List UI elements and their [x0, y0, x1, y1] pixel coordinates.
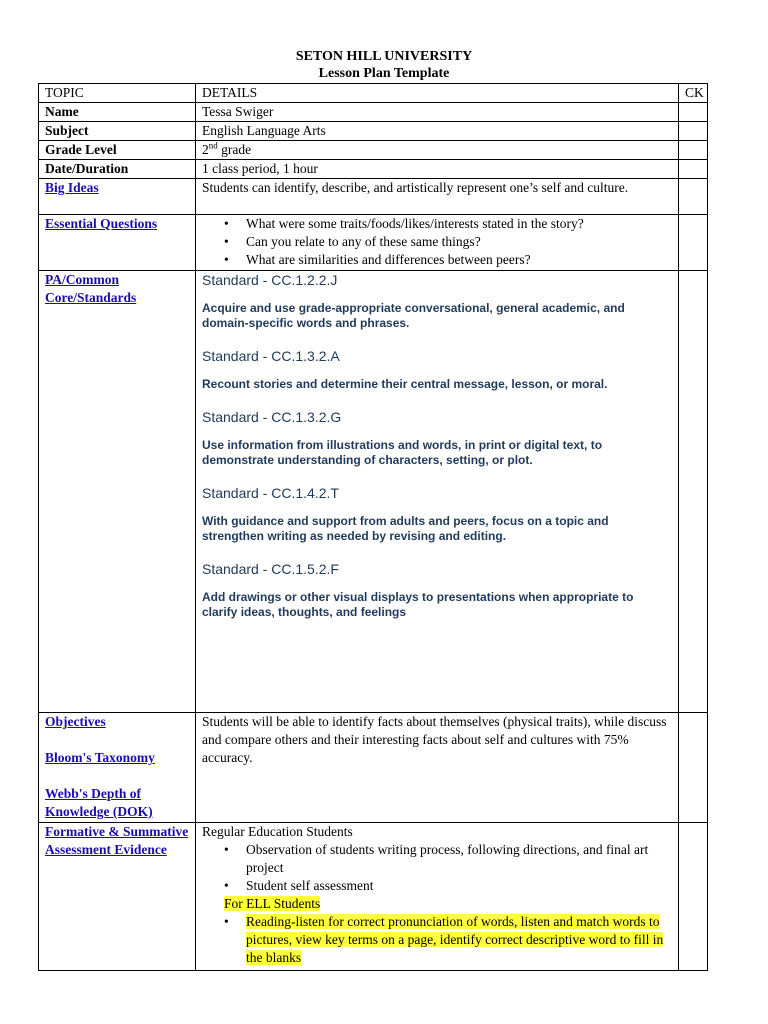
value-subject: English Language Arts	[196, 122, 679, 141]
value-name: Tessa Swiger	[196, 103, 679, 122]
table-row	[39, 215, 708, 271]
table-header-row	[39, 84, 708, 103]
grade-suffix: nd	[208, 140, 218, 151]
list-item: • Can you relate to any of these same things?	[246, 233, 672, 251]
ck-cell	[679, 160, 708, 179]
ck-cell	[679, 179, 708, 215]
ell-heading-wrap	[202, 895, 672, 913]
list-item	[246, 913, 672, 967]
standard-title: Standard - CC.1.4.2.T	[202, 485, 339, 501]
value-objectives: Students will be able to identify facts about themselves (physical traits), while discuss and compare others and their interesting facts about self and cultures with 75% accuracy.	[196, 713, 679, 823]
label-name: Name	[39, 103, 196, 122]
grade-number: 2	[202, 142, 209, 157]
standard-text: Recount stories and determine their central message, lesson, or moral.	[202, 377, 608, 391]
standard-text: Acquire and use grade-appropriate conversational, general academic, and domain-specific words and phrases.	[202, 301, 625, 330]
label-big-ideas-cell	[39, 179, 196, 215]
table-row	[39, 823, 708, 971]
regular-students-heading: Regular Education Students	[202, 824, 353, 839]
assessment-evidence-link[interactable]: Formative & Summative Assessment Evidence	[45, 824, 189, 857]
table-row	[39, 160, 708, 179]
highlighted-text: Reading-listen for correct pronunciation of words, listen and match words to pictures, view key terms on a page, identify correct descriptive word to fill in the blanks	[246, 914, 664, 965]
ck-cell	[679, 823, 708, 971]
table-row	[39, 713, 708, 823]
ck-cell	[679, 141, 708, 160]
ck-cell	[679, 122, 708, 141]
objectives-link[interactable]: Objectives	[45, 714, 106, 729]
label-objectives-cell	[39, 713, 196, 823]
page-title: SETON HILL UNIVERSITY	[295, 49, 473, 64]
blooms-taxonomy-link[interactable]: Bloom's Taxonomy	[45, 750, 155, 765]
table-row	[39, 271, 708, 713]
label-assessment-cell	[39, 823, 196, 971]
list-item: • What are similarities and differences between peers?	[246, 251, 672, 269]
value-standards	[196, 271, 679, 713]
standard-text: Use information from illustrations and words, in print or digital text, to demonstrate understanding of characters, setting, or plot.	[202, 438, 603, 467]
ck-cell	[679, 103, 708, 122]
value-big-ideas: Students can identify, describe, and artistically represent one’s self and culture.	[196, 179, 679, 215]
big-ideas-link[interactable]: Big Ideas	[45, 180, 99, 195]
table-row	[39, 141, 708, 160]
label-date: Date/Duration	[39, 160, 196, 179]
value-date: 1 class period, 1 hour	[196, 160, 679, 179]
standard-text: With guidance and support from adults and peers, focus on a topic and strengthen writing as needed by revising and editing.	[202, 514, 609, 543]
table-row	[39, 179, 708, 215]
essential-questions-link[interactable]: Essential Questions	[45, 216, 158, 231]
lesson-plan-table	[38, 83, 708, 971]
ck-cell	[679, 271, 708, 713]
table-row	[39, 122, 708, 141]
page-subtitle: Lesson Plan Template	[318, 66, 450, 81]
list-item: • What were some traits/foods/likes/interests stated in the story?	[246, 215, 672, 233]
standard-title: Standard - CC.1.3.2.G	[202, 409, 342, 425]
header-topic: TOPIC	[39, 84, 196, 103]
header-details: DETAILS	[196, 84, 679, 103]
label-essential-cell	[39, 215, 196, 271]
essential-questions-list	[202, 215, 672, 269]
label-subject: Subject	[39, 122, 196, 141]
ck-cell	[679, 713, 708, 823]
standard-title: Standard - CC.1.5.2.F	[202, 561, 339, 577]
webbs-dok-link[interactable]: Webb's Depth of Knowledge (DOK)	[45, 786, 153, 819]
standard-title: Standard - CC.1.3.2.A	[202, 348, 340, 364]
regular-assessment-list	[202, 841, 672, 895]
list-item: • Observation of students writing process, following directions, and final art project	[246, 841, 672, 877]
value-essential	[196, 215, 679, 271]
header-ck: CK	[679, 84, 708, 103]
list-item: • Student self assessment	[246, 877, 672, 895]
value-grade	[196, 141, 679, 160]
ell-assessment-list	[202, 913, 672, 967]
ell-students-heading: For ELL Students	[224, 896, 321, 911]
pa-common-link[interactable]: PA/Common	[45, 272, 119, 287]
grade-rest: grade	[217, 142, 252, 157]
table-row	[39, 103, 708, 122]
value-assessment	[196, 823, 679, 971]
standard-title: Standard - CC.1.2.2.J	[202, 272, 338, 288]
ck-cell	[679, 215, 708, 271]
standard-text: Add drawings or other visual displays to presentations when appropriate to clarify ideas, thoughts, and feelings	[202, 590, 634, 619]
core-standards-link[interactable]: Core/Standards	[45, 290, 137, 305]
label-grade: Grade Level	[39, 141, 196, 160]
label-standards-cell	[39, 271, 196, 713]
